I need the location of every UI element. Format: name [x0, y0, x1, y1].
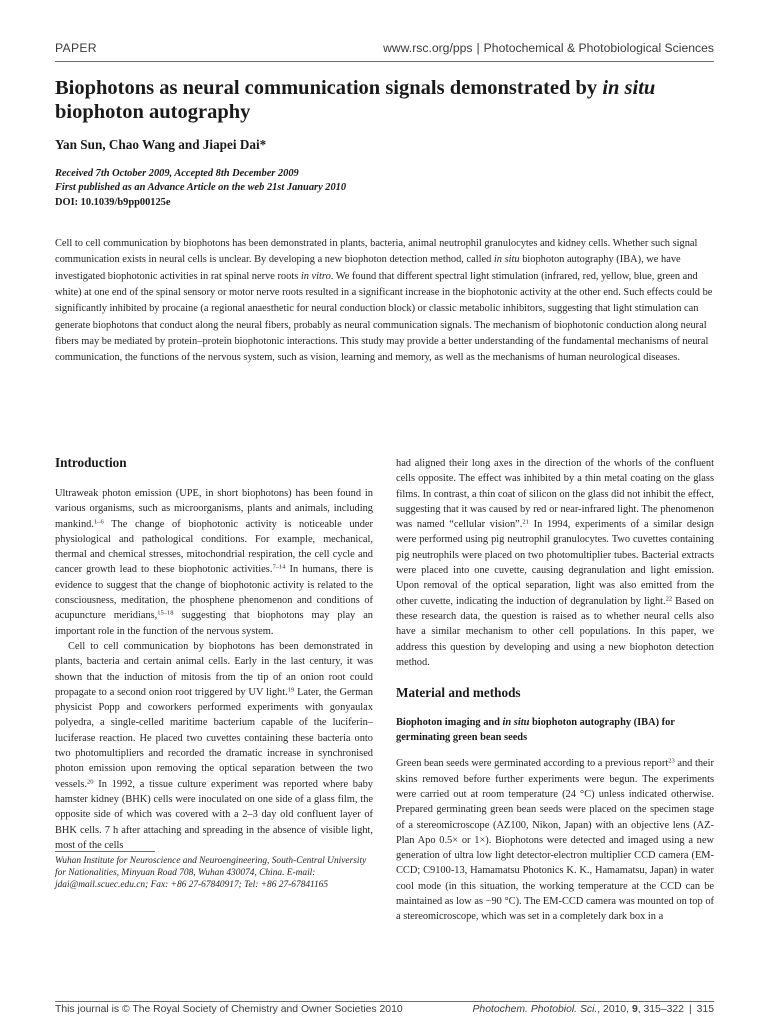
- intro-paragraph-2: Cell to cell communication by biophotons has been demonstrated in plants, bacteria and certain animal cells. Early in the last century, it was shown that the induction of mitosis from the tip of an onion root could propagate to a second onion root triggered by UV light.$^{19}$ Later, the German physicist Popp and coworkers performed experiments with gonyaulax polyedra, a single-celled maritime bacterium capable of the luciferin–luciferase reaction. He placed two cuvettes containing these bacteria onto two photomultipliers and recorded the dramatic increase in synchronised photon emission upon removing the optical separation between the two vessels.$^{20}$ In 1992, a tissue culture experiment was reported where baby hamster kidney (BHK) cells were inoculated on one side of a glass film, the opposite side of which was covered with a 2–3 day old confluent layer of BHK cells. 7 h after attaching and spreading in the absence of visible light, most of the cells: [55, 640, 373, 851]
- citation-info: Photochem. Photobiol. Sci., 2010, 9, 315–322 | 315: [472, 1004, 714, 1015]
- article-dates: [55, 167, 346, 210]
- affiliation-footnote: Wuhan Institute for Neuroscience and Neuroengineering, South-Central University for Nationalities, Minyuan Road 708, Wuhan 430074, China. E-mail: jdai@mail.scuec.edu.cn; Fax: +86 27-67840917; Tel: +86 27-67841165: [55, 856, 367, 890]
- methods-paragraph-1: Green bean seeds were germinated according to a previous report$^{23}$ and their skins removed before further experiments were begun. The experiments were carried out at room temperature (24 °C) unless indicated otherwise. Prepared germinating green bean seeds were placed on the specimen stage of a stereomicroscope (AZ100, Nikon, Japan) with an objective lens (AZ-Plan Apo 0.5× or 1×). Biophotons were detected and imaged using a new generation of ultra low light detector-electron multiplier CCD camera (EM-CCD; C9100-13, Hamamatsu Photonics K. K., Hamamatsu, Japan) in water cool mode (in this situation, the working temperature at the CCD can be maintained as low as −90 °C). The EM-CCD camera was mounted on top of a stereomicroscope, which was set in a completely dark box in a: [396, 757, 714, 923]
- page-number: 315: [696, 1004, 714, 1015]
- article-title: Biophotons as neural communication signals demonstrated by in situ biophoton autography: [55, 77, 656, 123]
- citation-ref[interactable]: 1–6: [93, 518, 104, 526]
- right-column: [396, 456, 714, 925]
- citation-ref[interactable]: 19: [287, 686, 295, 694]
- journal-url-link[interactable]: www.rsc.org/pps: [383, 41, 473, 55]
- methods-subheading: Biophoton imaging and in situ biophoton autography (IBA) for germinating green bean seeds: [396, 717, 675, 743]
- published-date: First published as an Advance Article on the web 21st January 2010: [55, 182, 347, 194]
- introduction-heading: Introduction: [55, 455, 127, 470]
- footer-divider: [55, 1001, 714, 1002]
- footnote-divider: [55, 851, 155, 852]
- citation-ref[interactable]: 23: [668, 757, 675, 765]
- page-footer: [55, 1004, 714, 1020]
- doi-link[interactable]: DOI: 10.1039/b9pp00125e: [55, 196, 171, 208]
- journal-name: Photochemical & Photobiological Sciences: [483, 41, 714, 55]
- header-divider: [55, 61, 714, 62]
- citation-ref[interactable]: 21: [522, 518, 529, 526]
- running-header: [55, 41, 714, 59]
- citation-ref[interactable]: 22: [665, 595, 673, 603]
- journal-header: [383, 41, 714, 55]
- citation-ref[interactable]: 20: [87, 778, 94, 786]
- methods-heading: Material and methods: [396, 685, 521, 701]
- citation-ref[interactable]: 15–18: [157, 609, 174, 617]
- citation-ref[interactable]: 7–14: [272, 563, 286, 571]
- received-date: Received 7th October 2009, Accepted 8th December 2009: [55, 168, 299, 179]
- author-list: Yan Sun, Chao Wang and Jiapei Dai*: [55, 137, 267, 152]
- intro-paragraph-1: Ultraweak photon emission (UPE, in short biophotons) has been found in various organisms, such as microorganisms, plants and animals, including mankind.$^{1-6}$ The change of biophotonic activity is noticeable under physiological and pathological conditions. For example, mechanical, thermal and chemical stresses, mitochondrial respiration, the cell cycle and cancer growth lead to these biophotonic activities.$^{7-14}$ In humans, there is evidence to suggest that the change of biophotonic activity is related to the consciousness, meditation, the phosphene phenomenon and conditions of acupuncture meridians,$^{15-18}$ suggesting that biophotons may play an important role in the function of the nervous system.: [55, 488, 374, 637]
- copyright-notice: This journal is © The Royal Society of Chemistry and Owner Societies 2010: [55, 1004, 403, 1015]
- header-separator: |: [476, 41, 480, 55]
- intro-paragraph-3: had aligned their long axes in the direction of the whorls of the confluent cells opposite. The effect was inhibited by a thin metal coating on the glass films. In contrast, a thin coat of silicon on the glass did not inhibit the effect, suggesting that it was caused by red or near-infrared light. The phenomenon was named “cellular vision”.$^{21}$ In 1994, experiments of a similar design were performed using pig neutrophil granulocytes. Two cuvettes containing pig neutrophils were placed on two photomultiplier tubes. Bacterial extracts were placed into one cuvette, causing degranulation and light emission. Upon removal of the optical separation, light was also emitted from the other cuvette, indicating the induction of degranulation by light.$^{22}$ Based on these research data, the question is raised as to whether neural cells also have a similar mechanism to other cell populations. In this paper, we address this question by developing and using a new biophoton detection method.: [396, 458, 714, 668]
- abstract: Cell to cell communication by biophotons has been demonstrated in plants, bacteria, animal neutrophil granulocytes and kidney cells. Whether such signal communication exists in neural cells is unclear. By developing a new biophoton detection method, called in situ biophoton autography (IBA), we have investigated biophotonic activities in rat spinal nerve roots in vitro. We found that different spectral light stimulation (infrared, red, yellow, blue, green and white) at one end of the spinal sensory or motor nerve roots resulted in a significant increase in the biophotonic activity at the other end. Such effects could be significantly inhibited by procaine (a regional anaesthetic for neural conduction block) or classic metabolic inhibitors, suggesting that light stimulation can generate biophotons that conduct along the neural fibers, probably as neural communication signals. The mechanism of biophotonic conduction along neural fibers may be mediated by protein–protein biophotonic interactions. This study may provide a better understanding of the fundamental mechanisms of neural communication, the functions of the nervous system, such as vision, learning and memory, as well as the mechanisms of human neurological diseases.: [55, 238, 713, 364]
- left-column: [55, 454, 373, 853]
- section-label: PAPER: [55, 41, 97, 55]
